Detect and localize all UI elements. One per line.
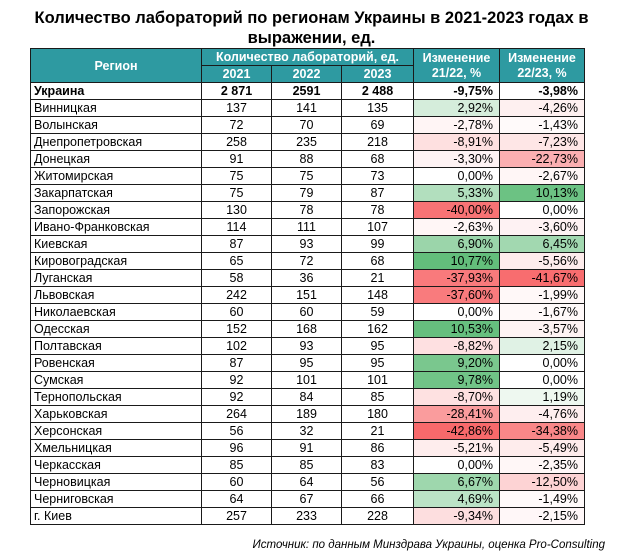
- cell-2021: 96: [202, 440, 272, 457]
- cell-region: Ивано-Франковская: [31, 219, 202, 236]
- cell-region: Украина: [31, 83, 202, 100]
- cell-2021: 85: [202, 457, 272, 474]
- header-change-22-23: [500, 49, 585, 83]
- table-row: [31, 236, 585, 253]
- cell-change-22-23: 2,15%: [500, 338, 585, 355]
- cell-change-22-23: -5,56%: [500, 253, 585, 270]
- cell-2022: 91: [272, 440, 342, 457]
- cell-2022: 75: [272, 168, 342, 185]
- cell-region: Волынская: [31, 117, 202, 134]
- cell-region: Одесская: [31, 321, 202, 338]
- cell-region: Закарпатская: [31, 185, 202, 202]
- cell-2021: 2 871: [202, 83, 272, 100]
- cell-change-22-23: -41,67%: [500, 270, 585, 287]
- header-year-2021: 2021: [202, 66, 272, 83]
- table-row: [31, 151, 585, 168]
- cell-change-21-22: -42,86%: [414, 423, 500, 440]
- table-row: [31, 406, 585, 423]
- cell-2022: 95: [272, 355, 342, 372]
- header-change-21-22-line2: 21/22, %: [431, 65, 482, 80]
- cell-change-22-23: -5,49%: [500, 440, 585, 457]
- cell-region: Хмельницкая: [31, 440, 202, 457]
- cell-change-21-22: -5,21%: [414, 440, 500, 457]
- cell-region: Херсонская: [31, 423, 202, 440]
- table-body: [31, 83, 585, 525]
- cell-region: Тернопольская: [31, 389, 202, 406]
- cell-2021: 60: [202, 304, 272, 321]
- header-change-22-23-line2: 22/23, %: [517, 65, 567, 80]
- cell-region: Сумская: [31, 372, 202, 389]
- cell-change-21-22: -37,60%: [414, 287, 500, 304]
- cell-2021: 92: [202, 389, 272, 406]
- cell-region: Запорожская: [31, 202, 202, 219]
- cell-2021: 56: [202, 423, 272, 440]
- cell-region: Черновицкая: [31, 474, 202, 491]
- source-note: Источник: по данным Минздрава Украины, оценка Pro-Consulting: [252, 539, 605, 551]
- laboratories-table: [30, 48, 585, 525]
- table-row: [31, 423, 585, 440]
- cell-change-22-23: -34,38%: [500, 423, 585, 440]
- cell-region: Харьковская: [31, 406, 202, 423]
- cell-2021: 152: [202, 321, 272, 338]
- cell-2022: 101: [272, 372, 342, 389]
- cell-change-21-22: 4,69%: [414, 491, 500, 508]
- cell-2021: 92: [202, 372, 272, 389]
- cell-change-22-23: 0,00%: [500, 355, 585, 372]
- table-row: [31, 321, 585, 338]
- cell-2023: 73: [342, 168, 414, 185]
- cell-region: Житомирская: [31, 168, 202, 185]
- table-row: [31, 474, 585, 491]
- cell-region: Кировоградская: [31, 253, 202, 270]
- cell-2023: 21: [342, 270, 414, 287]
- cell-2021: 130: [202, 202, 272, 219]
- table-row: [31, 253, 585, 270]
- cell-change-21-22: 10,77%: [414, 253, 500, 270]
- cell-change-22-23: -4,76%: [500, 406, 585, 423]
- cell-2023: 85: [342, 389, 414, 406]
- header-change-22-23-line1: Изменение: [508, 50, 576, 65]
- cell-change-22-23: -3,98%: [500, 83, 585, 100]
- table-row: [31, 457, 585, 474]
- cell-region: Днепропетровская: [31, 134, 202, 151]
- cell-2023: 162: [342, 321, 414, 338]
- cell-change-21-22: -40,00%: [414, 202, 500, 219]
- table-row: [31, 219, 585, 236]
- cell-2021: 264: [202, 406, 272, 423]
- header-year-2022: 2022: [272, 66, 342, 83]
- cell-2022: 85: [272, 457, 342, 474]
- cell-change-22-23: -2,67%: [500, 168, 585, 185]
- cell-change-21-22: -2,78%: [414, 117, 500, 134]
- cell-2022: 79: [272, 185, 342, 202]
- table-row: [31, 270, 585, 287]
- cell-change-21-22: -9,75%: [414, 83, 500, 100]
- table-row: [31, 287, 585, 304]
- cell-region: Николаевская: [31, 304, 202, 321]
- cell-region: Ровенская: [31, 355, 202, 372]
- table-row: [31, 491, 585, 508]
- cell-change-21-22: -8,91%: [414, 134, 500, 151]
- cell-change-21-22: -9,34%: [414, 508, 500, 525]
- cell-region: Черниговская: [31, 491, 202, 508]
- cell-2021: 87: [202, 355, 272, 372]
- cell-2021: 87: [202, 236, 272, 253]
- cell-2022: 84: [272, 389, 342, 406]
- header-count-group: Количество лабораторий, ед.: [202, 49, 414, 66]
- cell-region: Киевская: [31, 236, 202, 253]
- cell-change-22-23: -1,49%: [500, 491, 585, 508]
- cell-change-22-23: 6,45%: [500, 236, 585, 253]
- cell-2022: 111: [272, 219, 342, 236]
- cell-2023: 56: [342, 474, 414, 491]
- cell-2023: 87: [342, 185, 414, 202]
- cell-change-21-22: -2,63%: [414, 219, 500, 236]
- cell-2023: 180: [342, 406, 414, 423]
- header-change-21-22: [414, 49, 500, 83]
- table-row: [31, 100, 585, 117]
- cell-2022: 151: [272, 287, 342, 304]
- cell-region: Винницкая: [31, 100, 202, 117]
- cell-region: Черкасская: [31, 457, 202, 474]
- cell-2023: 86: [342, 440, 414, 457]
- table-row-total: [31, 83, 585, 100]
- cell-change-22-23: -22,73%: [500, 151, 585, 168]
- cell-2022: 78: [272, 202, 342, 219]
- cell-change-21-22: 0,00%: [414, 168, 500, 185]
- cell-change-21-22: 10,53%: [414, 321, 500, 338]
- header-year-2023: 2023: [342, 66, 414, 83]
- cell-2023: 148: [342, 287, 414, 304]
- table-row: [31, 117, 585, 134]
- cell-change-22-23: -7,23%: [500, 134, 585, 151]
- table-row: [31, 185, 585, 202]
- cell-2022: 93: [272, 338, 342, 355]
- cell-2023: 21: [342, 423, 414, 440]
- cell-change-22-23: -12,50%: [500, 474, 585, 491]
- cell-region: г. Киев: [31, 508, 202, 525]
- cell-2021: 114: [202, 219, 272, 236]
- cell-change-21-22: 5,33%: [414, 185, 500, 202]
- cell-2023: 66: [342, 491, 414, 508]
- title-line-1: Количество лабораторий по регионам Украины в 2021-2023 годах в: [34, 9, 589, 27]
- cell-2021: 65: [202, 253, 272, 270]
- cell-change-21-22: 9,78%: [414, 372, 500, 389]
- cell-2023: 68: [342, 151, 414, 168]
- cell-change-21-22: -8,70%: [414, 389, 500, 406]
- cell-2022: 70: [272, 117, 342, 134]
- title-line-2: выражении, ед.: [247, 29, 376, 47]
- table-row: [31, 304, 585, 321]
- cell-2022: 93: [272, 236, 342, 253]
- cell-2022: 141: [272, 100, 342, 117]
- table-row: [31, 168, 585, 185]
- cell-2021: 137: [202, 100, 272, 117]
- cell-2021: 257: [202, 508, 272, 525]
- cell-2023: 99: [342, 236, 414, 253]
- table-row: [31, 508, 585, 525]
- cell-2021: 64: [202, 491, 272, 508]
- cell-region: Донецкая: [31, 151, 202, 168]
- cell-2022: 233: [272, 508, 342, 525]
- cell-2022: 64: [272, 474, 342, 491]
- cell-2023: 2 488: [342, 83, 414, 100]
- table-title: [0, 8, 623, 48]
- cell-2023: 107: [342, 219, 414, 236]
- cell-2023: 68: [342, 253, 414, 270]
- cell-change-22-23: 1,19%: [500, 389, 585, 406]
- cell-2023: 95: [342, 338, 414, 355]
- cell-change-21-22: -28,41%: [414, 406, 500, 423]
- cell-region: Луганская: [31, 270, 202, 287]
- cell-2023: 135: [342, 100, 414, 117]
- cell-2021: 91: [202, 151, 272, 168]
- table-row: [31, 372, 585, 389]
- cell-2023: 228: [342, 508, 414, 525]
- cell-change-22-23: -2,15%: [500, 508, 585, 525]
- cell-2021: 242: [202, 287, 272, 304]
- cell-2022: 235: [272, 134, 342, 151]
- cell-2021: 258: [202, 134, 272, 151]
- cell-2022: 36: [272, 270, 342, 287]
- cell-change-21-22: -8,82%: [414, 338, 500, 355]
- table-row: [31, 355, 585, 372]
- cell-region: Львовская: [31, 287, 202, 304]
- cell-2022: 72: [272, 253, 342, 270]
- cell-region: Полтавская: [31, 338, 202, 355]
- cell-change-22-23: -1,99%: [500, 287, 585, 304]
- cell-change-22-23: -2,35%: [500, 457, 585, 474]
- table-row: [31, 440, 585, 457]
- table-row: [31, 338, 585, 355]
- cell-change-21-22: 0,00%: [414, 457, 500, 474]
- cell-2023: 69: [342, 117, 414, 134]
- cell-2022: 2591: [272, 83, 342, 100]
- cell-2022: 88: [272, 151, 342, 168]
- cell-change-22-23: -1,43%: [500, 117, 585, 134]
- header-change-21-22-line1: Изменение: [422, 50, 491, 65]
- cell-2021: 58: [202, 270, 272, 287]
- cell-2022: 189: [272, 406, 342, 423]
- cell-2021: 102: [202, 338, 272, 355]
- cell-change-21-22: -37,93%: [414, 270, 500, 287]
- cell-change-22-23: -4,26%: [500, 100, 585, 117]
- table-row: [31, 134, 585, 151]
- table-row: [31, 389, 585, 406]
- table-row: [31, 202, 585, 219]
- cell-2022: 67: [272, 491, 342, 508]
- cell-change-22-23: 0,00%: [500, 202, 585, 219]
- cell-2021: 60: [202, 474, 272, 491]
- cell-change-22-23: -3,57%: [500, 321, 585, 338]
- cell-2023: 83: [342, 457, 414, 474]
- cell-change-21-22: 9,20%: [414, 355, 500, 372]
- cell-change-22-23: -1,67%: [500, 304, 585, 321]
- cell-2023: 218: [342, 134, 414, 151]
- cell-2021: 75: [202, 168, 272, 185]
- cell-change-22-23: -3,60%: [500, 219, 585, 236]
- cell-change-21-22: 6,90%: [414, 236, 500, 253]
- cell-change-21-22: 2,92%: [414, 100, 500, 117]
- cell-change-21-22: 0,00%: [414, 304, 500, 321]
- cell-2023: 59: [342, 304, 414, 321]
- cell-change-21-22: 6,67%: [414, 474, 500, 491]
- cell-2022: 32: [272, 423, 342, 440]
- cell-2023: 78: [342, 202, 414, 219]
- cell-2023: 101: [342, 372, 414, 389]
- cell-2021: 72: [202, 117, 272, 134]
- cell-change-22-23: 0,00%: [500, 372, 585, 389]
- cell-2022: 168: [272, 321, 342, 338]
- cell-change-22-23: 10,13%: [500, 185, 585, 202]
- header-region: Регион: [31, 49, 202, 83]
- cell-2023: 95: [342, 355, 414, 372]
- cell-2022: 60: [272, 304, 342, 321]
- cell-change-21-22: -3,30%: [414, 151, 500, 168]
- cell-2021: 75: [202, 185, 272, 202]
